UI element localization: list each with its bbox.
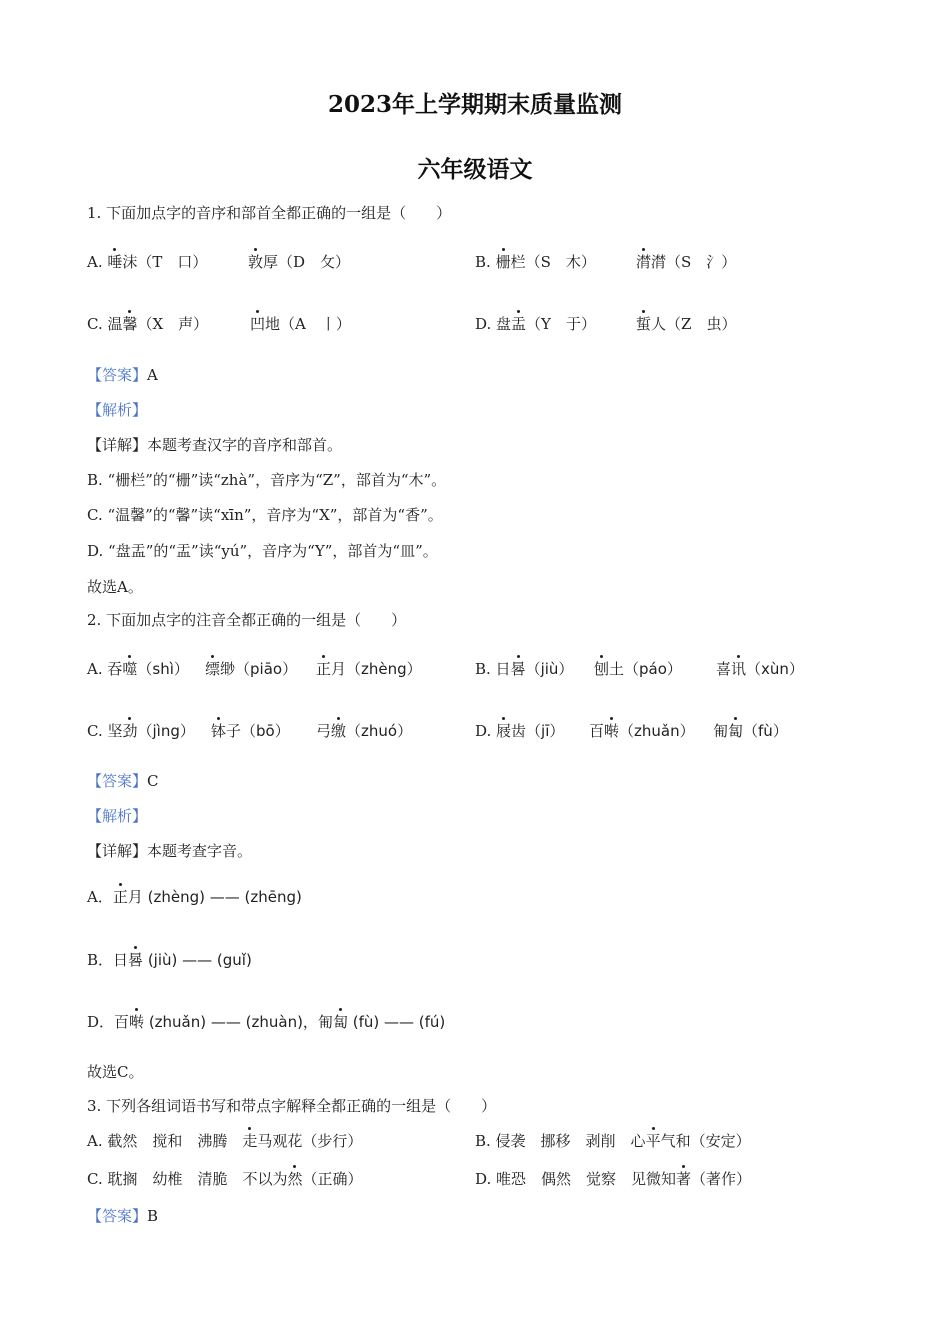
q1-stem: 1. 下面加点字的音序和部首全都正确的一组是（ ）: [87, 204, 452, 222]
q2-option-b2: 刨土（páo）: [594, 660, 682, 678]
q2-option-c3: 弓缴（zhuó）: [316, 722, 413, 740]
q1-detail: 【详解】本题考查汉字的音序和部首。: [87, 436, 343, 454]
q2-option-b3: 喜讯（xùn）: [716, 660, 804, 678]
q3-option-d: D. 唯恐 偶然 觉察 见微知著（著作）: [475, 1170, 752, 1188]
q1-analysis-tag: 【解析】: [87, 401, 148, 419]
q2-analysis-tag: 【解析】: [87, 807, 148, 825]
q2-option-d2: 百啭（zhuǎn）: [589, 722, 695, 740]
q1-option-c1: C. 温馨（X 声）: [87, 315, 209, 333]
q1-explanation-b: B. “栅栏”的“栅”读“zhà”，音序为“Z”，部首为“木”。: [87, 471, 447, 489]
q3-answer: 【答案】B: [87, 1207, 159, 1225]
q1-option-a2: 敦厚（D 攵）: [248, 253, 351, 271]
q2-option-a2: 缥缈（piāo）: [205, 660, 298, 678]
q1-explanation-c: C. “温馨”的“馨”读“xīn”，音序为“X”，部首为“香”。: [87, 506, 443, 524]
q2-explanation-d: D．百啭 (zhuǎn) —— (zhuàn)，匍匐 (fù) —— (fú): [87, 1013, 446, 1031]
q3-option-c: C. 耽搁 幼椎 清脆 不以为然（正确）: [87, 1170, 363, 1188]
q2-option-d3: 匍匐（fù）: [713, 722, 788, 740]
q1-option-c2: 凹地（A 丨）: [250, 315, 351, 333]
q1-option-d1: D. 盘盂（Y 于）: [475, 315, 596, 333]
q2-option-c1: C. 坚劲（jìng）: [87, 722, 195, 740]
q1-explanation-d: D. “盘盂”的“盂”读“yú”，音序为“Y”，部首为“皿”。: [87, 542, 438, 560]
q2-conclusion: 故选C。: [87, 1063, 144, 1081]
q3-stem: 3. 下列各组词语书写和带点字解释全都正确的一组是（ ）: [87, 1097, 497, 1115]
q2-explanation-a: A．正月 (zhèng) —— (zhēng): [87, 888, 302, 906]
q1-conclusion: 故选A。: [87, 578, 143, 596]
q2-option-b1: B. 日晷（jiù）: [475, 660, 574, 678]
q3-option-b: B. 侵袭 挪移 剥削 心平气和（安定）: [475, 1132, 751, 1150]
q3-option-a: A. 截然 搅和 沸腾 走马观花（步行）: [87, 1132, 363, 1150]
q2-option-a3: 正月（zhèng）: [316, 660, 422, 678]
q2-detail: 【详解】本题考查字音。: [87, 842, 253, 860]
q2-option-a1: A. 吞噬（shì）: [87, 660, 189, 678]
q1-option-b1: B. 栅栏（S 木）: [475, 253, 596, 271]
page-subtitle: 六年级语文: [417, 156, 533, 183]
q2-answer: 【答案】C: [87, 772, 159, 790]
q2-option-d1: D. 屐齿（jī）: [475, 722, 565, 740]
q1-option-a1: A. 唾沫（T 口）: [87, 253, 208, 271]
page-title: 2023年上学期期末质量监测: [327, 91, 622, 118]
q1-option-b2: 潸潸（S 氵）: [636, 253, 737, 271]
q2-explanation-b: B．日晷 (jiù) —— (guǐ): [87, 951, 252, 969]
q2-option-c2: 钵子（bō）: [211, 722, 290, 740]
q1-option-d2: 蜇人（Z 虫）: [636, 315, 737, 333]
q1-answer: 【答案】A: [87, 366, 158, 384]
q2-stem: 2. 下面加点字的注音全都正确的一组是（ ）: [87, 611, 407, 629]
